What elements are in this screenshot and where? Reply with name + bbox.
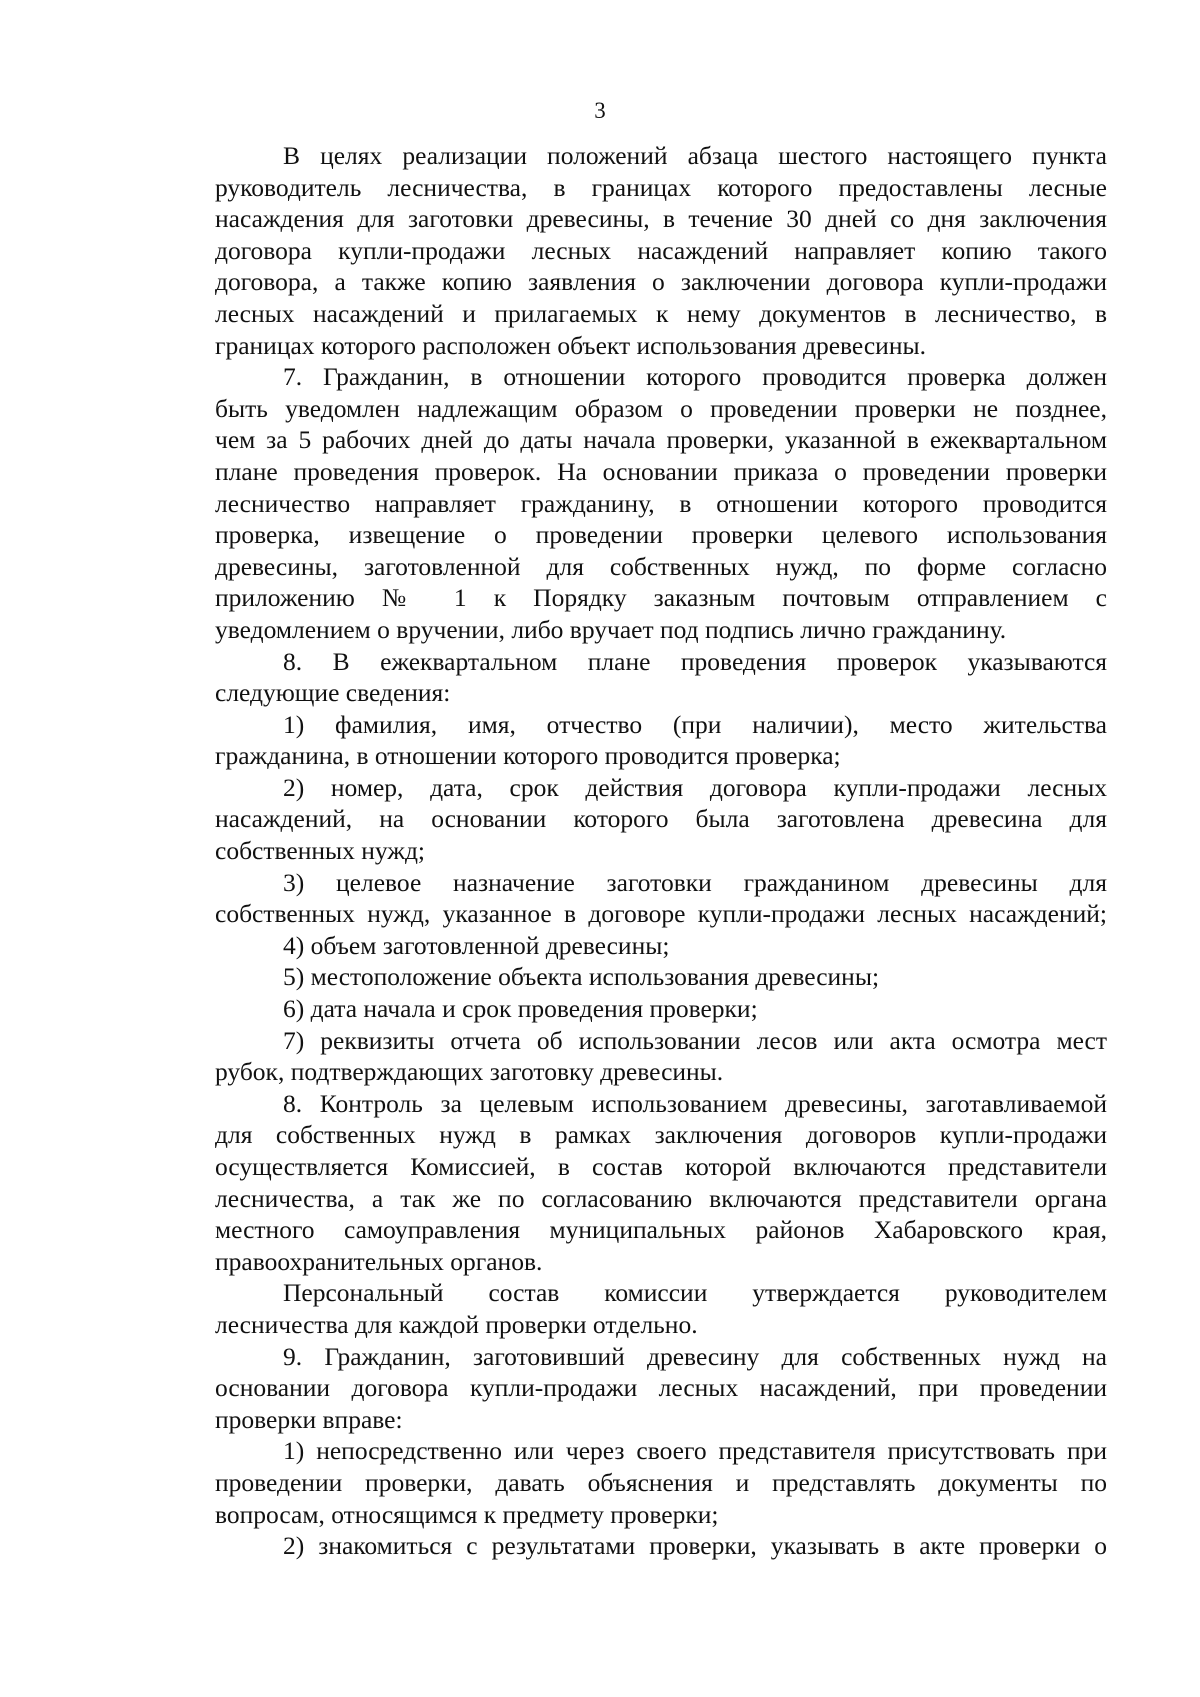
text-line: проверки вправе:: [215, 1404, 403, 1434]
text-line: вопросам, относящимся к предмету проверки;: [215, 1499, 719, 1529]
text-line: для собственных нужд в рамках заключения договоров купли-продажи: [215, 1120, 1107, 1150]
text-line: осуществляется Комиссией, в состав которой включаются представители: [215, 1152, 1107, 1181]
text-line: проверка, извещение о проведении проверки целевого использования: [215, 520, 1107, 550]
text-line: Персональный состав комиссии утверждается руководителем: [283, 1278, 1107, 1308]
page-number: 3: [594, 98, 606, 123]
text-line: приложению № 1 к Порядку заказным почтовым отправлением с: [215, 583, 1107, 613]
text-line: 3) целевое назначение заготовки гражданином древесины для: [283, 867, 1107, 897]
text-line: 2) знакомиться с результатами проверки, указывать в акте проверки о: [283, 1531, 1107, 1561]
document-body: [215, 140, 1107, 1562]
text-line: плане проведения проверок. На основании приказа о проведении проверки: [215, 456, 1107, 486]
text-line: 8. Контроль за целевым использованием древесины, заготавливаемой: [283, 1088, 1107, 1118]
text-line: быть уведомлен надлежащим образом о проведении проверки не позднее,: [215, 393, 1107, 423]
text-line: 8. В ежеквартальном плане проведения проверок указываются: [283, 646, 1107, 676]
text-line: гражданина, в отношении которого проводится проверка;: [215, 741, 841, 771]
text-line: рубок, подтверждающих заготовку древесины.: [215, 1057, 724, 1087]
text-line: основании договора купли-продажи лесных насаждений, при проведении: [215, 1373, 1107, 1403]
text-line: собственных нужд, указанное в договоре купли-продажи лесных насаждений;: [215, 899, 1107, 929]
text-line: 4) объем заготовленной древесины;: [283, 930, 670, 960]
text-line: 6) дата начала и срок проведения проверки;: [283, 994, 758, 1024]
text-line: руководитель лесничества, в границах которого предоставлены лесные: [215, 172, 1107, 202]
text-line: договора купли-продажи лесных насаждений направляет копию такого: [215, 235, 1107, 265]
text-line: 1) фамилия, имя, отчество (при наличии), место жительства: [283, 709, 1107, 739]
text-line: 9. Гражданин, заготовивший древесину для собственных нужд на: [283, 1341, 1107, 1371]
text-line: следующие сведения:: [215, 678, 451, 708]
text-line: лесничества для каждой проверки отдельно.: [215, 1309, 698, 1339]
text-line: насаждений, на основании которого была заготовлена древесина для: [215, 804, 1107, 834]
text-line: лесничество направляет гражданину, в отношении которого проводится: [215, 488, 1107, 518]
text-line: границах которого расположен объект использования древесины.: [215, 330, 926, 360]
text-line: проведении проверки, давать объяснения и представлять документы по: [215, 1467, 1107, 1497]
text-line: местного самоуправления муниципальных районов Хабаровского края,: [215, 1215, 1107, 1245]
text-line: уведомлением о вручении, либо вручает под подпись лично гражданину.: [215, 614, 1007, 644]
text-line: 1) непосредственно или через своего представителя присутствовать при: [283, 1436, 1107, 1466]
text-line: 2) номер, дата, срок действия договора купли-продажи лесных: [283, 772, 1107, 802]
text-line: правоохранительных органов.: [215, 1246, 543, 1276]
text-line: насаждения для заготовки древесины, в течение 30 дней со дня заключения: [215, 204, 1107, 234]
text-line: собственных нужд;: [215, 836, 426, 866]
text-line: 5) местоположение объекта использования древесины;: [283, 962, 880, 992]
text-line: чем за 5 рабочих дней до даты начала проверки, указанной в ежеквартальном: [215, 425, 1107, 455]
text-line: 7) реквизиты отчета об использовании лесов или акта осмотра мест: [283, 1025, 1107, 1055]
text-line: 7. Гражданин, в отношении которого проводится проверка должен: [283, 362, 1107, 392]
text-line: древесины, заготовленной для собственных нужд, по форме согласно: [215, 551, 1107, 581]
text-line: договора, а также копию заявления о заключении договора купли-продажи: [215, 267, 1107, 297]
text-line: лесных насаждений и прилагаемых к нему документов в лесничество, в: [215, 298, 1107, 328]
text-line: В целях реализации положений абзаца шестого настоящего пункта: [283, 141, 1107, 170]
text-line: лесничества, а так же по согласованию включаются представители органа: [215, 1183, 1107, 1213]
